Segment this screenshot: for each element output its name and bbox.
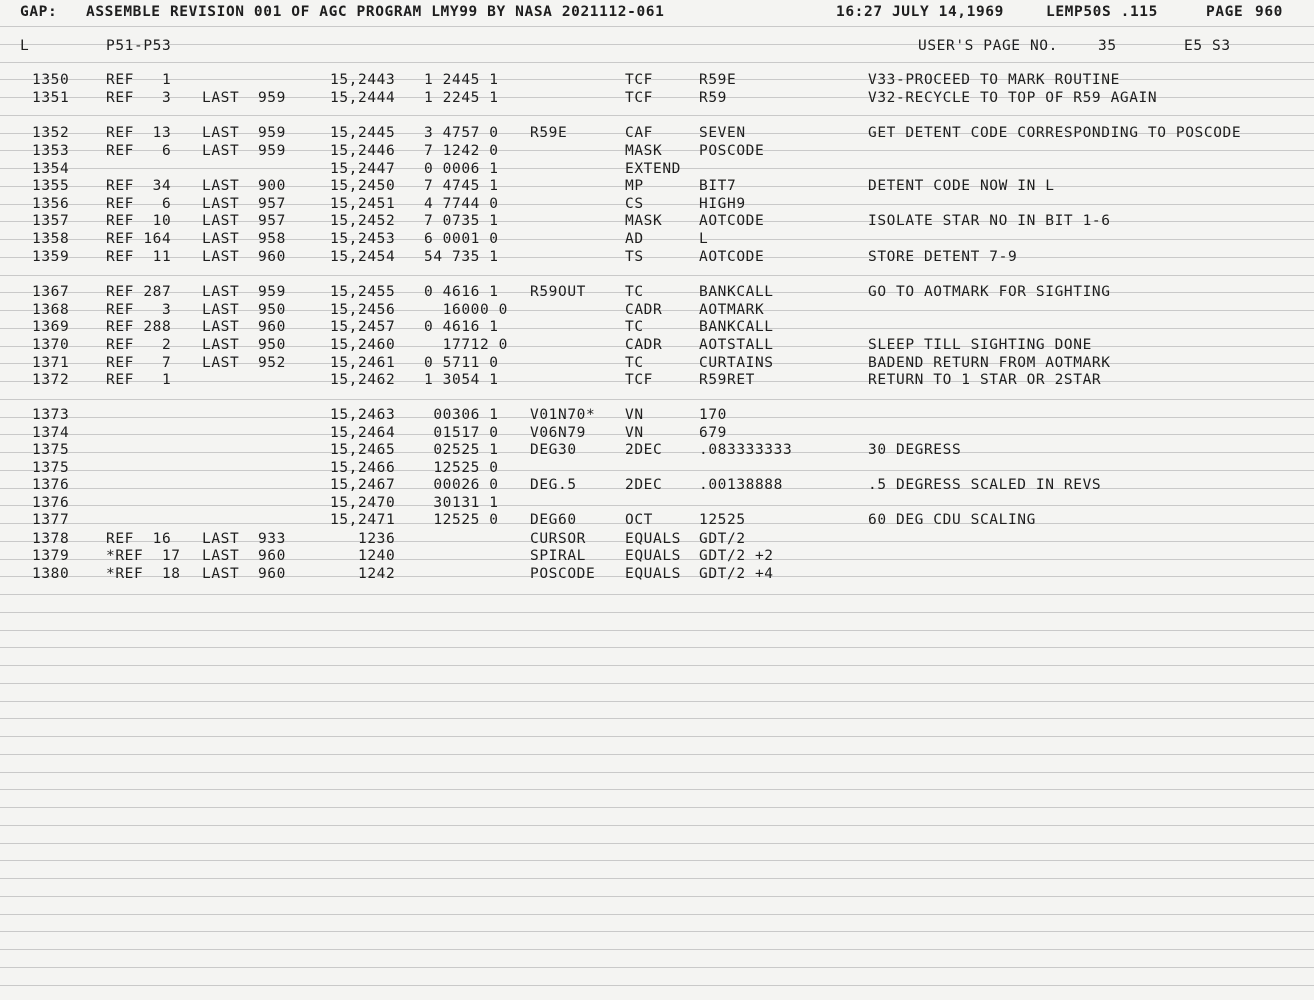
address: 15,2456 bbox=[330, 302, 396, 318]
address: 15,2445 bbox=[330, 125, 396, 141]
gap-label: GAP: bbox=[20, 4, 58, 20]
line-number: 1380 bbox=[32, 566, 70, 582]
symbol-label: DEG.5 bbox=[530, 477, 577, 493]
object-word: 7 0735 1 bbox=[424, 213, 499, 229]
opcode: VN bbox=[625, 425, 644, 441]
ref-count: REF 3 bbox=[106, 302, 172, 318]
page-title: ASSEMBLE REVISION 001 OF AGC PROGRAM LMY99 BY NASA 2021112-061 bbox=[86, 4, 665, 20]
timestamp: 16:27 JULY 14,1969 bbox=[836, 4, 1004, 20]
operand: 12525 bbox=[699, 512, 746, 528]
address: 15,2455 bbox=[330, 284, 396, 300]
object-word: 00306 1 bbox=[424, 407, 499, 423]
line-number: 1355 bbox=[32, 178, 70, 194]
ref-count: REF 1 bbox=[106, 372, 172, 388]
opcode: EQUALS bbox=[625, 548, 681, 564]
address: 15,2452 bbox=[330, 213, 396, 229]
comment: GET DETENT CODE CORRESPONDING TO POSCODE bbox=[868, 125, 1242, 141]
operand: L bbox=[699, 231, 709, 247]
last-ref: LAST 959 bbox=[202, 90, 286, 106]
section-label: P51-P53 bbox=[106, 38, 172, 54]
operand: AOTSTALL bbox=[699, 337, 774, 353]
operand: GDT/2 +4 bbox=[699, 566, 774, 582]
address: 15,2471 bbox=[330, 512, 396, 528]
object-word: 12525 0 bbox=[424, 512, 499, 528]
last-ref: LAST 957 bbox=[202, 213, 286, 229]
address: 15,2447 bbox=[330, 161, 396, 177]
address: 15,2461 bbox=[330, 355, 396, 371]
line-number: 1374 bbox=[32, 425, 70, 441]
last-ref: LAST 957 bbox=[202, 196, 286, 212]
address: 15,2450 bbox=[330, 178, 396, 194]
comment: .5 DEGRESS SCALED IN REVS bbox=[868, 477, 1102, 493]
opcode: TC bbox=[625, 319, 644, 335]
operand: BANKCALL bbox=[699, 284, 774, 300]
symbol-label: DEG30 bbox=[530, 442, 577, 458]
address: 15,2451 bbox=[330, 196, 396, 212]
line-number: 1356 bbox=[32, 196, 70, 212]
operand: CURTAINS bbox=[699, 355, 774, 371]
ref-count: REF 11 bbox=[106, 249, 172, 265]
symbol-label: SPIRAL bbox=[530, 548, 586, 564]
line-number: 1369 bbox=[32, 319, 70, 335]
operand: AOTCODE bbox=[699, 213, 765, 229]
object-word: 1 2445 1 bbox=[424, 72, 499, 88]
address: 15,2444 bbox=[330, 90, 396, 106]
comment: ISOLATE STAR NO IN BIT 1-6 bbox=[868, 213, 1111, 229]
line-number: 1352 bbox=[32, 125, 70, 141]
ref-count: REF 287 bbox=[106, 284, 172, 300]
line-number: 1377 bbox=[32, 512, 70, 528]
opcode: MASK bbox=[625, 143, 663, 159]
comment: V33-PROCEED TO MARK ROUTINE bbox=[868, 72, 1120, 88]
object-word: 3 4757 0 bbox=[424, 125, 499, 141]
address: 15,2464 bbox=[330, 425, 396, 441]
line-number: 1375 bbox=[32, 460, 70, 476]
object-word: 0 0006 1 bbox=[424, 161, 499, 177]
program-name: LEMP50S .115 bbox=[1046, 4, 1158, 20]
symbol-label: R59OUT bbox=[530, 284, 586, 300]
line-number: 1375 bbox=[32, 442, 70, 458]
symbol-label: V01N70* bbox=[530, 407, 596, 423]
opcode: AD bbox=[625, 231, 644, 247]
ref-count: *REF 17 bbox=[106, 548, 181, 564]
last-ref: LAST 960 bbox=[202, 566, 286, 582]
line-number: 1370 bbox=[32, 337, 70, 353]
comment: STORE DETENT 7-9 bbox=[868, 249, 1018, 265]
operand: R59E bbox=[699, 72, 737, 88]
last-ref: LAST 958 bbox=[202, 231, 286, 247]
object-word: 0 5711 0 bbox=[424, 355, 499, 371]
opcode: CAF bbox=[625, 125, 653, 141]
comment: SLEEP TILL SIGHTING DONE bbox=[868, 337, 1092, 353]
last-ref: LAST 952 bbox=[202, 355, 286, 371]
object-word: 54 735 1 bbox=[424, 249, 499, 265]
comment: RETURN TO 1 STAR OR 2STAR bbox=[868, 372, 1102, 388]
opcode: TCF bbox=[625, 372, 653, 388]
ref-count: REF 10 bbox=[106, 213, 172, 229]
opcode: VN bbox=[625, 407, 644, 423]
comment: BADEND RETURN FROM AOTMARK bbox=[868, 355, 1111, 371]
object-word: 6 0001 0 bbox=[424, 231, 499, 247]
operand: .083333333 bbox=[699, 442, 793, 458]
opcode: EQUALS bbox=[625, 566, 681, 582]
operand: SEVEN bbox=[699, 125, 746, 141]
address: 1236 bbox=[330, 531, 396, 547]
ref-count: REF 7 bbox=[106, 355, 172, 371]
line-number: 1350 bbox=[32, 72, 70, 88]
address: 1240 bbox=[330, 548, 396, 564]
object-word: 01517 0 bbox=[424, 425, 499, 441]
object-word: 30131 1 bbox=[424, 495, 499, 511]
last-ref: LAST 959 bbox=[202, 143, 286, 159]
last-ref: LAST 959 bbox=[202, 125, 286, 141]
line-number: 1353 bbox=[32, 143, 70, 159]
address: 15,2465 bbox=[330, 442, 396, 458]
address: 15,2457 bbox=[330, 319, 396, 335]
ref-count: REF 16 bbox=[106, 531, 172, 547]
comment: 60 DEG CDU SCALING bbox=[868, 512, 1036, 528]
address: 15,2466 bbox=[330, 460, 396, 476]
ref-count: REF 288 bbox=[106, 319, 172, 335]
address: 15,2467 bbox=[330, 477, 396, 493]
address: 15,2462 bbox=[330, 372, 396, 388]
last-ref: LAST 950 bbox=[202, 302, 286, 318]
opcode: TC bbox=[625, 284, 644, 300]
subheader-marker: L bbox=[20, 38, 30, 54]
operand: BIT7 bbox=[699, 178, 737, 194]
comment: DETENT CODE NOW IN L bbox=[868, 178, 1055, 194]
opcode: 2DEC bbox=[625, 477, 663, 493]
opcode: CADR bbox=[625, 302, 663, 318]
operand: R59RET bbox=[699, 372, 755, 388]
address: 15,2453 bbox=[330, 231, 396, 247]
address: 1242 bbox=[330, 566, 396, 582]
last-ref: LAST 950 bbox=[202, 337, 286, 353]
opcode: OCT bbox=[625, 512, 653, 528]
last-ref: LAST 960 bbox=[202, 548, 286, 564]
ref-count: REF 13 bbox=[106, 125, 172, 141]
operand: AOTCODE bbox=[699, 249, 765, 265]
operand: POSCODE bbox=[699, 143, 765, 159]
last-ref: LAST 959 bbox=[202, 284, 286, 300]
object-word: 17712 0 bbox=[424, 337, 508, 353]
ref-count: REF 2 bbox=[106, 337, 172, 353]
address: 15,2460 bbox=[330, 337, 396, 353]
opcode: TS bbox=[625, 249, 644, 265]
last-ref: LAST 960 bbox=[202, 319, 286, 335]
ref-count: REF 34 bbox=[106, 178, 172, 194]
opcode: MASK bbox=[625, 213, 663, 229]
line-number: 1367 bbox=[32, 284, 70, 300]
opcode: 2DEC bbox=[625, 442, 663, 458]
opcode: EXTEND bbox=[625, 161, 681, 177]
object-word: 0 4616 1 bbox=[424, 319, 499, 335]
operand: HIGH9 bbox=[699, 196, 746, 212]
object-word: 16000 0 bbox=[424, 302, 508, 318]
object-word: 1 2245 1 bbox=[424, 90, 499, 106]
line-number: 1359 bbox=[32, 249, 70, 265]
object-word: 4 7744 0 bbox=[424, 196, 499, 212]
opcode: EQUALS bbox=[625, 531, 681, 547]
line-number: 1351 bbox=[32, 90, 70, 106]
symbol-label: POSCODE bbox=[530, 566, 596, 582]
section-code: E5 S3 bbox=[1184, 38, 1231, 54]
last-ref: LAST 900 bbox=[202, 178, 286, 194]
last-ref: LAST 960 bbox=[202, 249, 286, 265]
object-word: 0 4616 1 bbox=[424, 284, 499, 300]
ref-count: REF 164 bbox=[106, 231, 172, 247]
object-word: 7 1242 0 bbox=[424, 143, 499, 159]
object-word: 02525 1 bbox=[424, 442, 499, 458]
operand: 679 bbox=[699, 425, 727, 441]
object-word: 12525 0 bbox=[424, 460, 499, 476]
object-word: 7 4745 1 bbox=[424, 178, 499, 194]
operand: .00138888 bbox=[699, 477, 783, 493]
operand: 170 bbox=[699, 407, 727, 423]
symbol-label: V06N79 bbox=[530, 425, 586, 441]
opcode: TCF bbox=[625, 72, 653, 88]
line-number: 1379 bbox=[32, 548, 70, 564]
address: 15,2463 bbox=[330, 407, 396, 423]
opcode: TC bbox=[625, 355, 644, 371]
ref-count: REF 1 bbox=[106, 72, 172, 88]
object-word: 00026 0 bbox=[424, 477, 499, 493]
ref-count: *REF 18 bbox=[106, 566, 181, 582]
line-number: 1376 bbox=[32, 477, 70, 493]
page-label: PAGE bbox=[1206, 4, 1244, 20]
operand: R59 bbox=[699, 90, 727, 106]
users-page-number: 35 bbox=[1098, 38, 1117, 54]
comment: GO TO AOTMARK FOR SIGHTING bbox=[868, 284, 1111, 300]
last-ref: LAST 933 bbox=[202, 531, 286, 547]
comment: V32-RECYCLE TO TOP OF R59 AGAIN bbox=[868, 90, 1158, 106]
symbol-label: DEG60 bbox=[530, 512, 577, 528]
comment: 30 DEGRESS bbox=[868, 442, 962, 458]
line-number: 1373 bbox=[32, 407, 70, 423]
opcode: CS bbox=[625, 196, 644, 212]
line-number: 1357 bbox=[32, 213, 70, 229]
operand: BANKCALL bbox=[699, 319, 774, 335]
line-number: 1354 bbox=[32, 161, 70, 177]
page-number: 960 bbox=[1255, 4, 1283, 20]
opcode: CADR bbox=[625, 337, 663, 353]
opcode: MP bbox=[625, 178, 644, 194]
symbol-label: R59E bbox=[530, 125, 568, 141]
object-word: 1 3054 1 bbox=[424, 372, 499, 388]
users-page-label: USER'S PAGE NO. bbox=[918, 38, 1058, 54]
line-number: 1372 bbox=[32, 372, 70, 388]
address: 15,2454 bbox=[330, 249, 396, 265]
operand: AOTMARK bbox=[699, 302, 765, 318]
address: 15,2443 bbox=[330, 72, 396, 88]
ref-count: REF 3 bbox=[106, 90, 172, 106]
address: 15,2446 bbox=[330, 143, 396, 159]
line-number: 1378 bbox=[32, 531, 70, 547]
address: 15,2470 bbox=[330, 495, 396, 511]
line-number: 1358 bbox=[32, 231, 70, 247]
ref-count: REF 6 bbox=[106, 196, 172, 212]
symbol-label: CURSOR bbox=[530, 531, 586, 547]
line-number: 1368 bbox=[32, 302, 70, 318]
operand: GDT/2 bbox=[699, 531, 746, 547]
line-number: 1371 bbox=[32, 355, 70, 371]
ref-count: REF 6 bbox=[106, 143, 172, 159]
operand: GDT/2 +2 bbox=[699, 548, 774, 564]
line-number: 1376 bbox=[32, 495, 70, 511]
opcode: TCF bbox=[625, 90, 653, 106]
